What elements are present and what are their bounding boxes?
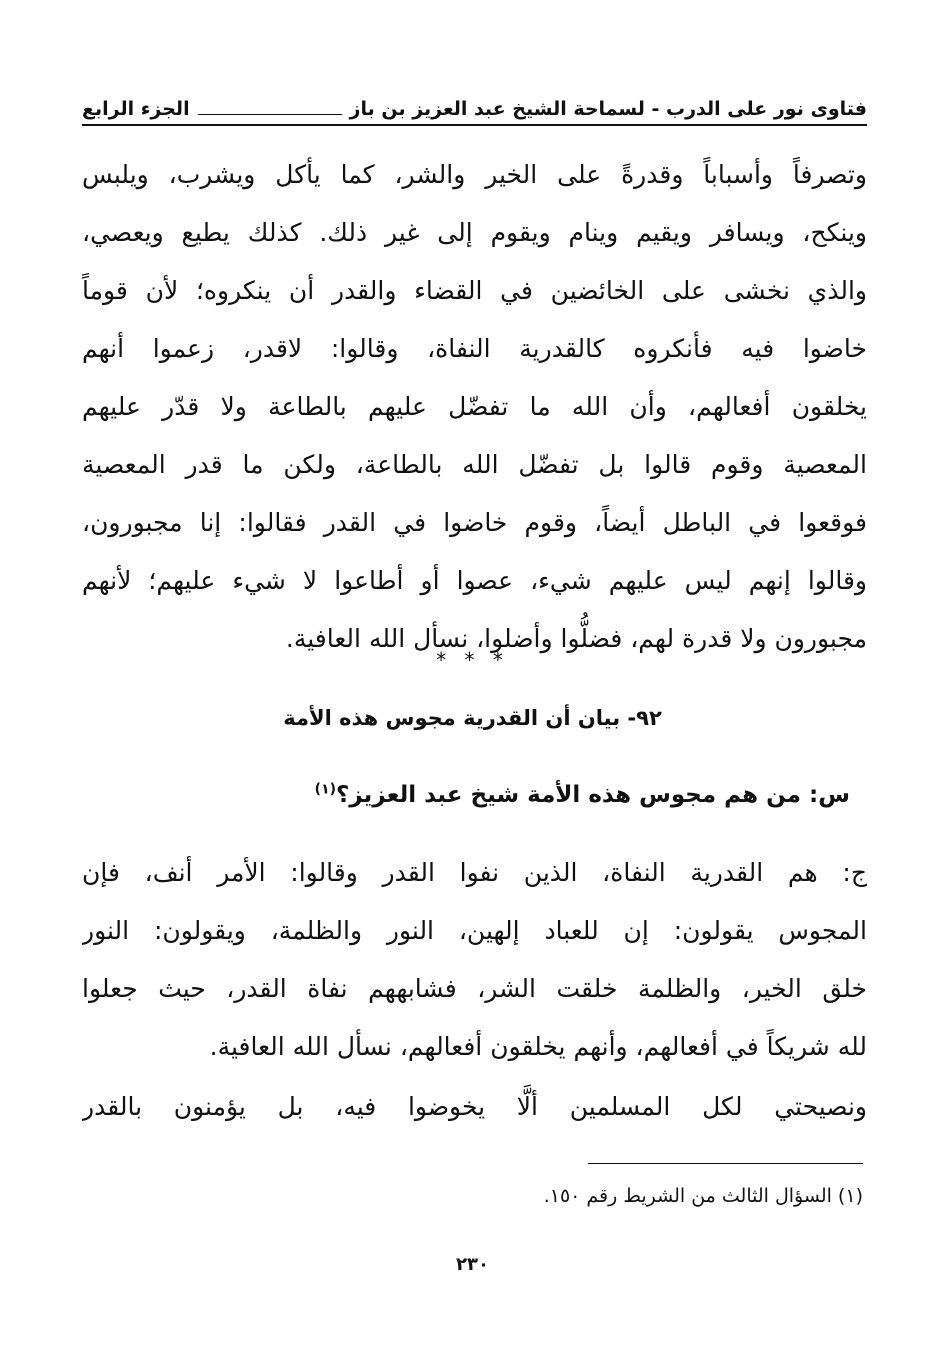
footnote: (١) السؤال الثالث من الشريط رقم ١٥٠.	[543, 1185, 863, 1207]
text-line: وتصرفاً وأسباباً وقدرةً على الخير والشر، كما يأكل ويشرب، ويلبس	[82, 160, 867, 189]
page-number: ٢٣٠	[456, 1254, 489, 1275]
text-line: مجبورون ولا قدرة لهم، فضلُّوا وأضلوا، نسأل الله العافية.	[285, 624, 867, 653]
text-line: المجوس يقولون: إن للعباد إلهين، النور والظلمة، ويقولون: النور	[82, 916, 867, 945]
running-header	[82, 88, 867, 126]
advice-paragraph	[82, 1078, 867, 1136]
text-line: فوقعوا في الباطل أيضاً، وقوم خاضوا في القدر فقالوا: إنا مجبورون،	[82, 508, 867, 537]
text-line: لله شريكاً في أفعالهم، وأنهم يخلقون أفعالهم، نسأل الله العافية.	[209, 1032, 867, 1061]
text-line: يخلقون أفعالهم، وأن الله ما تفضّل عليهم بالطاعة ولا قدّر عليهم	[82, 392, 867, 421]
footnote-reference: (١)	[314, 781, 337, 798]
text-line: وقالوا إنهم ليس عليهم شيء، عصوا أو أطاعوا لا شيء عليهم؛ لأنهم	[82, 566, 867, 595]
paragraph-continuation	[82, 146, 867, 668]
text-line: وينكح، ويسافر ويقيم وينام ويقوم إلى غير ذلك. كذلك يطيع ويعصي،	[82, 218, 867, 247]
question-text: س: من هم مجوس هذه الأمة شيخ عبد العزيز؟	[336, 782, 850, 808]
header-rule	[198, 114, 342, 115]
section-separator: * * *	[436, 648, 509, 672]
section-title: ٩٢- بيان أن القدرية مجوس هذه الأمة	[283, 706, 662, 730]
text-line: خلق الخير، والظلمة خلقت الشر، فشابههم نفاة القدر، حيث جعلوا	[82, 974, 867, 1003]
text-line: والذي نخشى على الخائضين في القضاء والقدر أن ينكروه؛ لأن قوماً	[82, 276, 867, 305]
part-label: الجزء الرابع	[82, 98, 190, 120]
answer-paragraph	[82, 844, 867, 1076]
question	[315, 770, 850, 820]
text-line: ونصيحتي لكل المسلمين ألَّا يخوضوا فيه، بل يؤمنون بالقدر	[82, 1092, 867, 1121]
text-line: المعصية وقوم قالوا بل تفضّل الله بالطاعة، ولكن ما قدر المعصية	[82, 450, 867, 479]
text-line: خاضوا فيه فأنكروه كالقدرية النفاة، وقالوا: لاقدر، زعموا أنهم	[82, 334, 867, 363]
book-title: فتاوى نور على الدرب - لسماحة الشيخ عبد العزيز بن باز	[349, 98, 867, 120]
footnote-rule	[588, 1163, 863, 1164]
text-line: ج: هم القدرية النفاة، الذين نفوا القدر وقالوا: الأمر أنف، فإن	[82, 858, 867, 887]
